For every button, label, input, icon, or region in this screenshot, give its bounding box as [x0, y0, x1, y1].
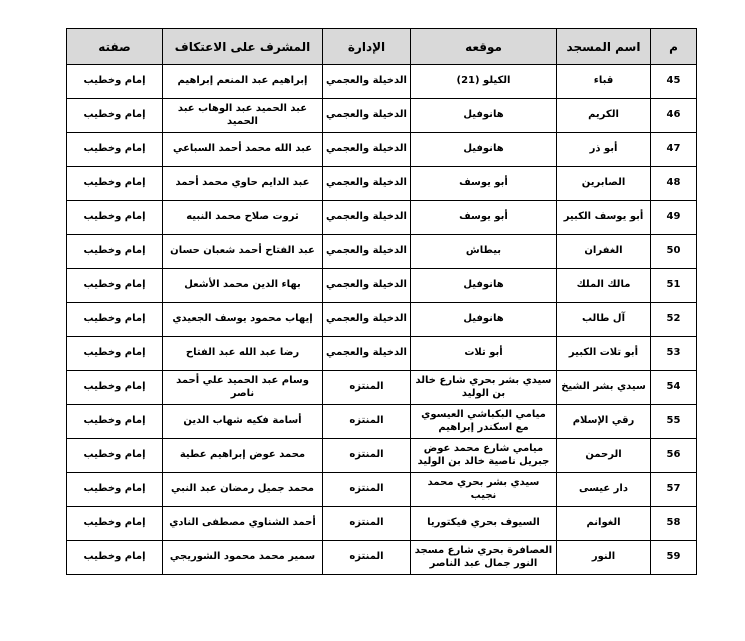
cell-num: 52 — [651, 303, 697, 337]
cell-mosque-name: قباء — [557, 65, 651, 99]
cell-admin: الدخيلة والعجمي — [323, 269, 411, 303]
cell-num: 46 — [651, 99, 697, 133]
table-row — [67, 269, 697, 303]
cell-mosque-name: الكريم — [557, 99, 651, 133]
cell-mosque-name: أبو يوسف الكبير — [557, 201, 651, 235]
column-header-location: موقعه — [411, 29, 557, 65]
cell-supervisor: بهاء الدين محمد الأشعل — [163, 269, 323, 303]
cell-supervisor: عبد الدايم حاوي محمد أحمد — [163, 167, 323, 201]
cell-supervisor: رضا عبد الله عبد الفتاح — [163, 337, 323, 371]
cell-role: إمام وخطيب — [67, 269, 163, 303]
table-header-row — [67, 29, 697, 65]
cell-admin: المنتزه — [323, 541, 411, 575]
table-row — [67, 167, 697, 201]
cell-supervisor: عبد الحميد عبد الوهاب عبد الحميد — [163, 99, 323, 133]
table-row — [67, 99, 697, 133]
column-header-admin: الإدارة — [323, 29, 411, 65]
cell-location: العصافرة بحري شارع مسجد النور جمال عبد الناصر — [411, 541, 557, 575]
cell-supervisor: أسامة فكيه شهاب الدين — [163, 405, 323, 439]
table-row — [67, 439, 697, 473]
cell-admin: المنتزه — [323, 439, 411, 473]
cell-role: إمام وخطيب — [67, 133, 163, 167]
cell-num: 59 — [651, 541, 697, 575]
column-header-supervisor: المشرف على الاعتكاف — [163, 29, 323, 65]
cell-admin: الدخيلة والعجمي — [323, 99, 411, 133]
mosques-table — [66, 28, 697, 575]
cell-supervisor: محمد عوض إبراهيم عطية — [163, 439, 323, 473]
table-body — [67, 65, 697, 575]
cell-mosque-name: الرحمن — [557, 439, 651, 473]
cell-mosque-name: آل طالب — [557, 303, 651, 337]
cell-num: 45 — [651, 65, 697, 99]
cell-location: سيدي بشر بحري شارع خالد بن الوليد — [411, 371, 557, 405]
cell-mosque-name: أبو تلات الكبير — [557, 337, 651, 371]
table-row — [67, 65, 697, 99]
cell-role: إمام وخطيب — [67, 337, 163, 371]
cell-admin: الدخيلة والعجمي — [323, 167, 411, 201]
cell-location: ميامي شارع محمد عوض جبريل ناصية خالد بن الوليد — [411, 439, 557, 473]
cell-supervisor: ثروت صلاح محمد النبيه — [163, 201, 323, 235]
cell-role: إمام وخطيب — [67, 201, 163, 235]
cell-location: بيطاش — [411, 235, 557, 269]
cell-supervisor: أحمد الشناوي مصطفى النادي — [163, 507, 323, 541]
cell-supervisor: عبد الله محمد أحمد السباعي — [163, 133, 323, 167]
cell-num: 48 — [651, 167, 697, 201]
cell-location: هانوفيل — [411, 303, 557, 337]
cell-location: ميامي البكباشي العيسوي مع اسكندر إبراهيم — [411, 405, 557, 439]
cell-supervisor: عبد الفتاح أحمد شعبان حسان — [163, 235, 323, 269]
cell-role: إمام وخطيب — [67, 371, 163, 405]
cell-num: 50 — [651, 235, 697, 269]
cell-role: إمام وخطيب — [67, 99, 163, 133]
table-row — [67, 507, 697, 541]
cell-num: 57 — [651, 473, 697, 507]
cell-role: إمام وخطيب — [67, 439, 163, 473]
cell-admin: المنتزه — [323, 371, 411, 405]
cell-mosque-name: الغوانم — [557, 507, 651, 541]
cell-mosque-name: الغفران — [557, 235, 651, 269]
cell-num: 54 — [651, 371, 697, 405]
cell-supervisor: إيهاب محمود يوسف الجعيدي — [163, 303, 323, 337]
cell-mosque-name: الصابرين — [557, 167, 651, 201]
cell-location: السيوف بحري فيكتوريا — [411, 507, 557, 541]
cell-mosque-name: النور — [557, 541, 651, 575]
cell-supervisor: سمير محمد محمود الشوريجي — [163, 541, 323, 575]
cell-admin: الدخيلة والعجمي — [323, 235, 411, 269]
cell-location: سيدي بشر بحري محمد نجيب — [411, 473, 557, 507]
cell-location: أبو تلات — [411, 337, 557, 371]
cell-location: هانوفيل — [411, 133, 557, 167]
cell-num: 58 — [651, 507, 697, 541]
cell-role: إمام وخطيب — [67, 473, 163, 507]
cell-admin: المنتزه — [323, 473, 411, 507]
cell-role: إمام وخطيب — [67, 167, 163, 201]
cell-location: أبو يوسف — [411, 201, 557, 235]
cell-role: إمام وخطيب — [67, 235, 163, 269]
table-row — [67, 201, 697, 235]
cell-mosque-name: مالك الملك — [557, 269, 651, 303]
cell-admin: الدخيلة والعجمي — [323, 133, 411, 167]
cell-num: 49 — [651, 201, 697, 235]
cell-supervisor: وسام عبد الحميد علي أحمد ناصر — [163, 371, 323, 405]
cell-location: هانوفيل — [411, 99, 557, 133]
cell-role: إمام وخطيب — [67, 303, 163, 337]
cell-supervisor: إبراهيم عبد المنعم إبراهيم — [163, 65, 323, 99]
cell-admin: الدخيلة والعجمي — [323, 65, 411, 99]
cell-num: 53 — [651, 337, 697, 371]
table-row — [67, 235, 697, 269]
cell-num: 56 — [651, 439, 697, 473]
cell-num: 47 — [651, 133, 697, 167]
column-header-mosque-name: اسم المسجد — [557, 29, 651, 65]
table-row — [67, 541, 697, 575]
cell-role: إمام وخطيب — [67, 507, 163, 541]
cell-supervisor: محمد جميل رمضان عبد النبي — [163, 473, 323, 507]
cell-admin: الدخيلة والعجمي — [323, 303, 411, 337]
table-row — [67, 133, 697, 167]
table-row — [67, 473, 697, 507]
table-row — [67, 405, 697, 439]
cell-mosque-name: رقي الإسلام — [557, 405, 651, 439]
column-header-num: م — [651, 29, 697, 65]
cell-mosque-name: سيدي بشر الشيخ — [557, 371, 651, 405]
cell-role: إمام وخطيب — [67, 541, 163, 575]
cell-role: إمام وخطيب — [67, 65, 163, 99]
cell-admin: المنتزه — [323, 507, 411, 541]
cell-admin: المنتزه — [323, 405, 411, 439]
table-row — [67, 303, 697, 337]
cell-mosque-name: أبو ذر — [557, 133, 651, 167]
table-row — [67, 371, 697, 405]
cell-admin: الدخيلة والعجمي — [323, 337, 411, 371]
cell-num: 51 — [651, 269, 697, 303]
cell-num: 55 — [651, 405, 697, 439]
cell-role: إمام وخطيب — [67, 405, 163, 439]
cell-admin: الدخيلة والعجمي — [323, 201, 411, 235]
cell-location: الكيلو (21) — [411, 65, 557, 99]
column-header-role: صفته — [67, 29, 163, 65]
table-row — [67, 337, 697, 371]
cell-location: أبو يوسف — [411, 167, 557, 201]
cell-mosque-name: دار عيسى — [557, 473, 651, 507]
cell-location: هانوفيل — [411, 269, 557, 303]
